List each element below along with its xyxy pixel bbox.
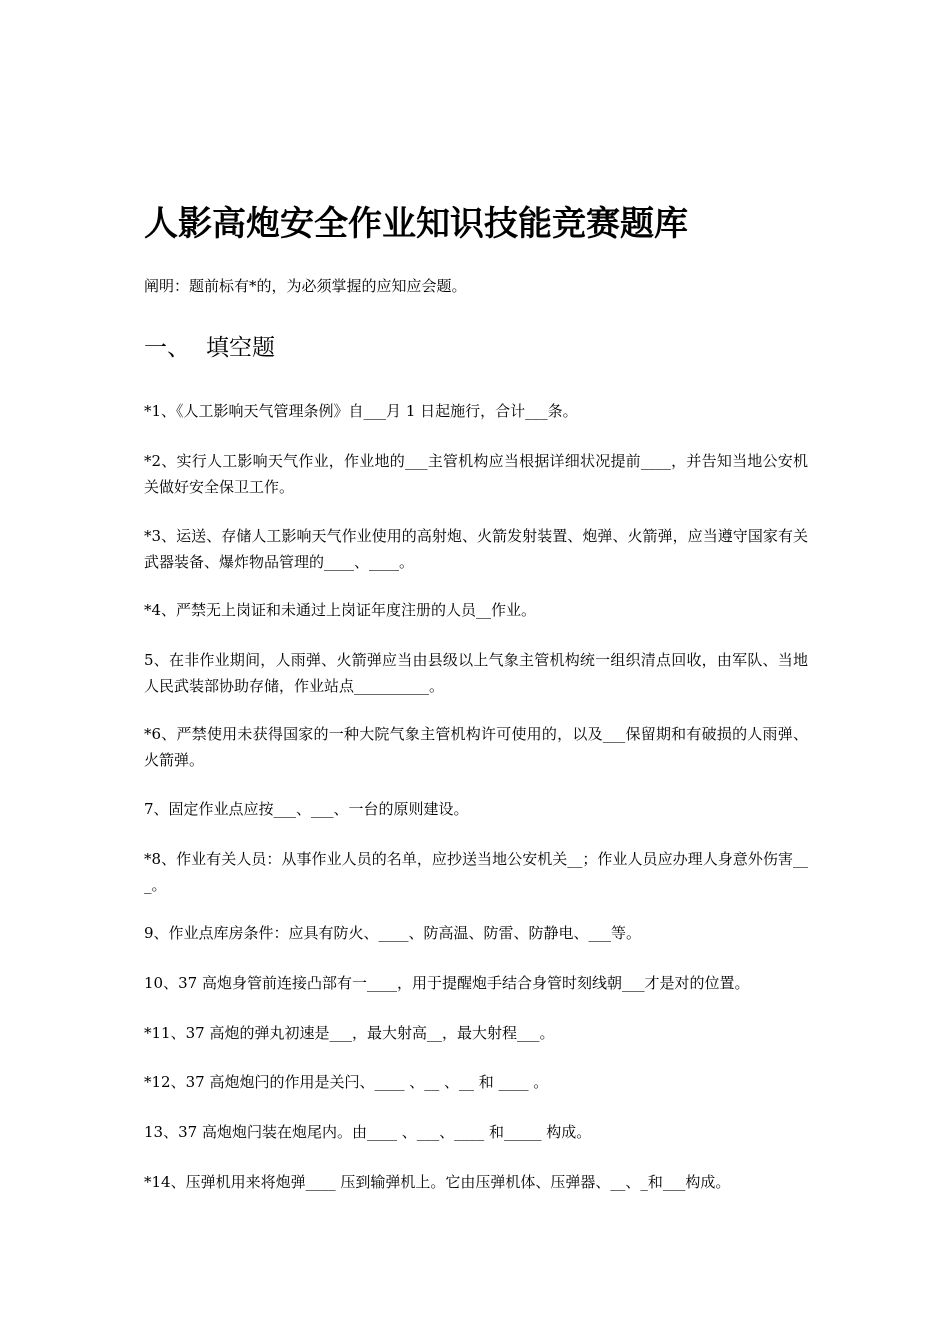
question-3: *3、运送、存储人工影响天气作业使用的高射炮、火箭发射装置、炮弹、火箭弹，应当遵守国家有关武器装备、爆炸物品管理的____、____。 <box>144 527 808 571</box>
question-11: *11、37 高炮的弹丸初速是___，最大射高__，最大射程___。 <box>144 1024 555 1042</box>
question-6: *6、严禁使用未获得国家的一种大院气象主管机构许可使用的，以及___保留期和有破损的人雨弹、火箭弹。 <box>144 725 808 769</box>
instruction-note: 阐明：题前标有*的，为必须掌握的应知应会题。 <box>144 277 467 295</box>
question-12: *12、37 高炮炮闩的作用是关闩、____ 、__ 、__ 和 ____ 。 <box>144 1073 549 1091</box>
section-title: 填空题 <box>206 335 275 361</box>
question-5: 5、在非作业期间，人雨弹、火箭弹应当由县级以上气象主管机构统一组织清点回收，由军队、当地人民武装部协助存储，作业站点__________。 <box>144 651 808 695</box>
question-2: *2、实行人工影响天气作业，作业地的___主管机构应当根据详细状况提前____，并告知当地公安机关做好安全保卫工作。 <box>144 452 808 496</box>
question-4: *4、严禁无上岗证和未通过上岗证年度注册的人员__作业。 <box>144 601 537 619</box>
question-14: *14、压弹机用来将炮弹____ 压到输弹机上。它由压弹机体、压弹器、__、_和___构成。 <box>144 1173 731 1191</box>
section-heading-fill-in <box>144 330 275 366</box>
document-title: 人影高炮安全作业知识技能竞赛题库 <box>144 204 688 244</box>
question-13: 13、37 高炮炮闩装在炮尾内。由____ 、___、____ 和_____ 构成。 <box>144 1123 592 1141</box>
question-10: 10、37 高炮身管前连接凸部有一____，用于提醒炮手结合身管时刻线朝___才是对的位置。 <box>144 974 750 992</box>
question-9: 9、作业点库房条件：应具有防火、____、防高温、防雷、防静电、___等。 <box>144 924 642 942</box>
section-number: 一、 <box>144 335 190 361</box>
question-7: 7、固定作业点应按___、___、一台的原则建设。 <box>144 800 469 818</box>
question-8: *8、作业有关人员：从事作业人员的名单，应抄送当地公安机关__；作业人员应办理人身意外伤害___。 <box>144 850 808 894</box>
question-1: *1、《人工影响天气管理条例》自___月 1 日起施行，合计___条。 <box>144 402 578 420</box>
